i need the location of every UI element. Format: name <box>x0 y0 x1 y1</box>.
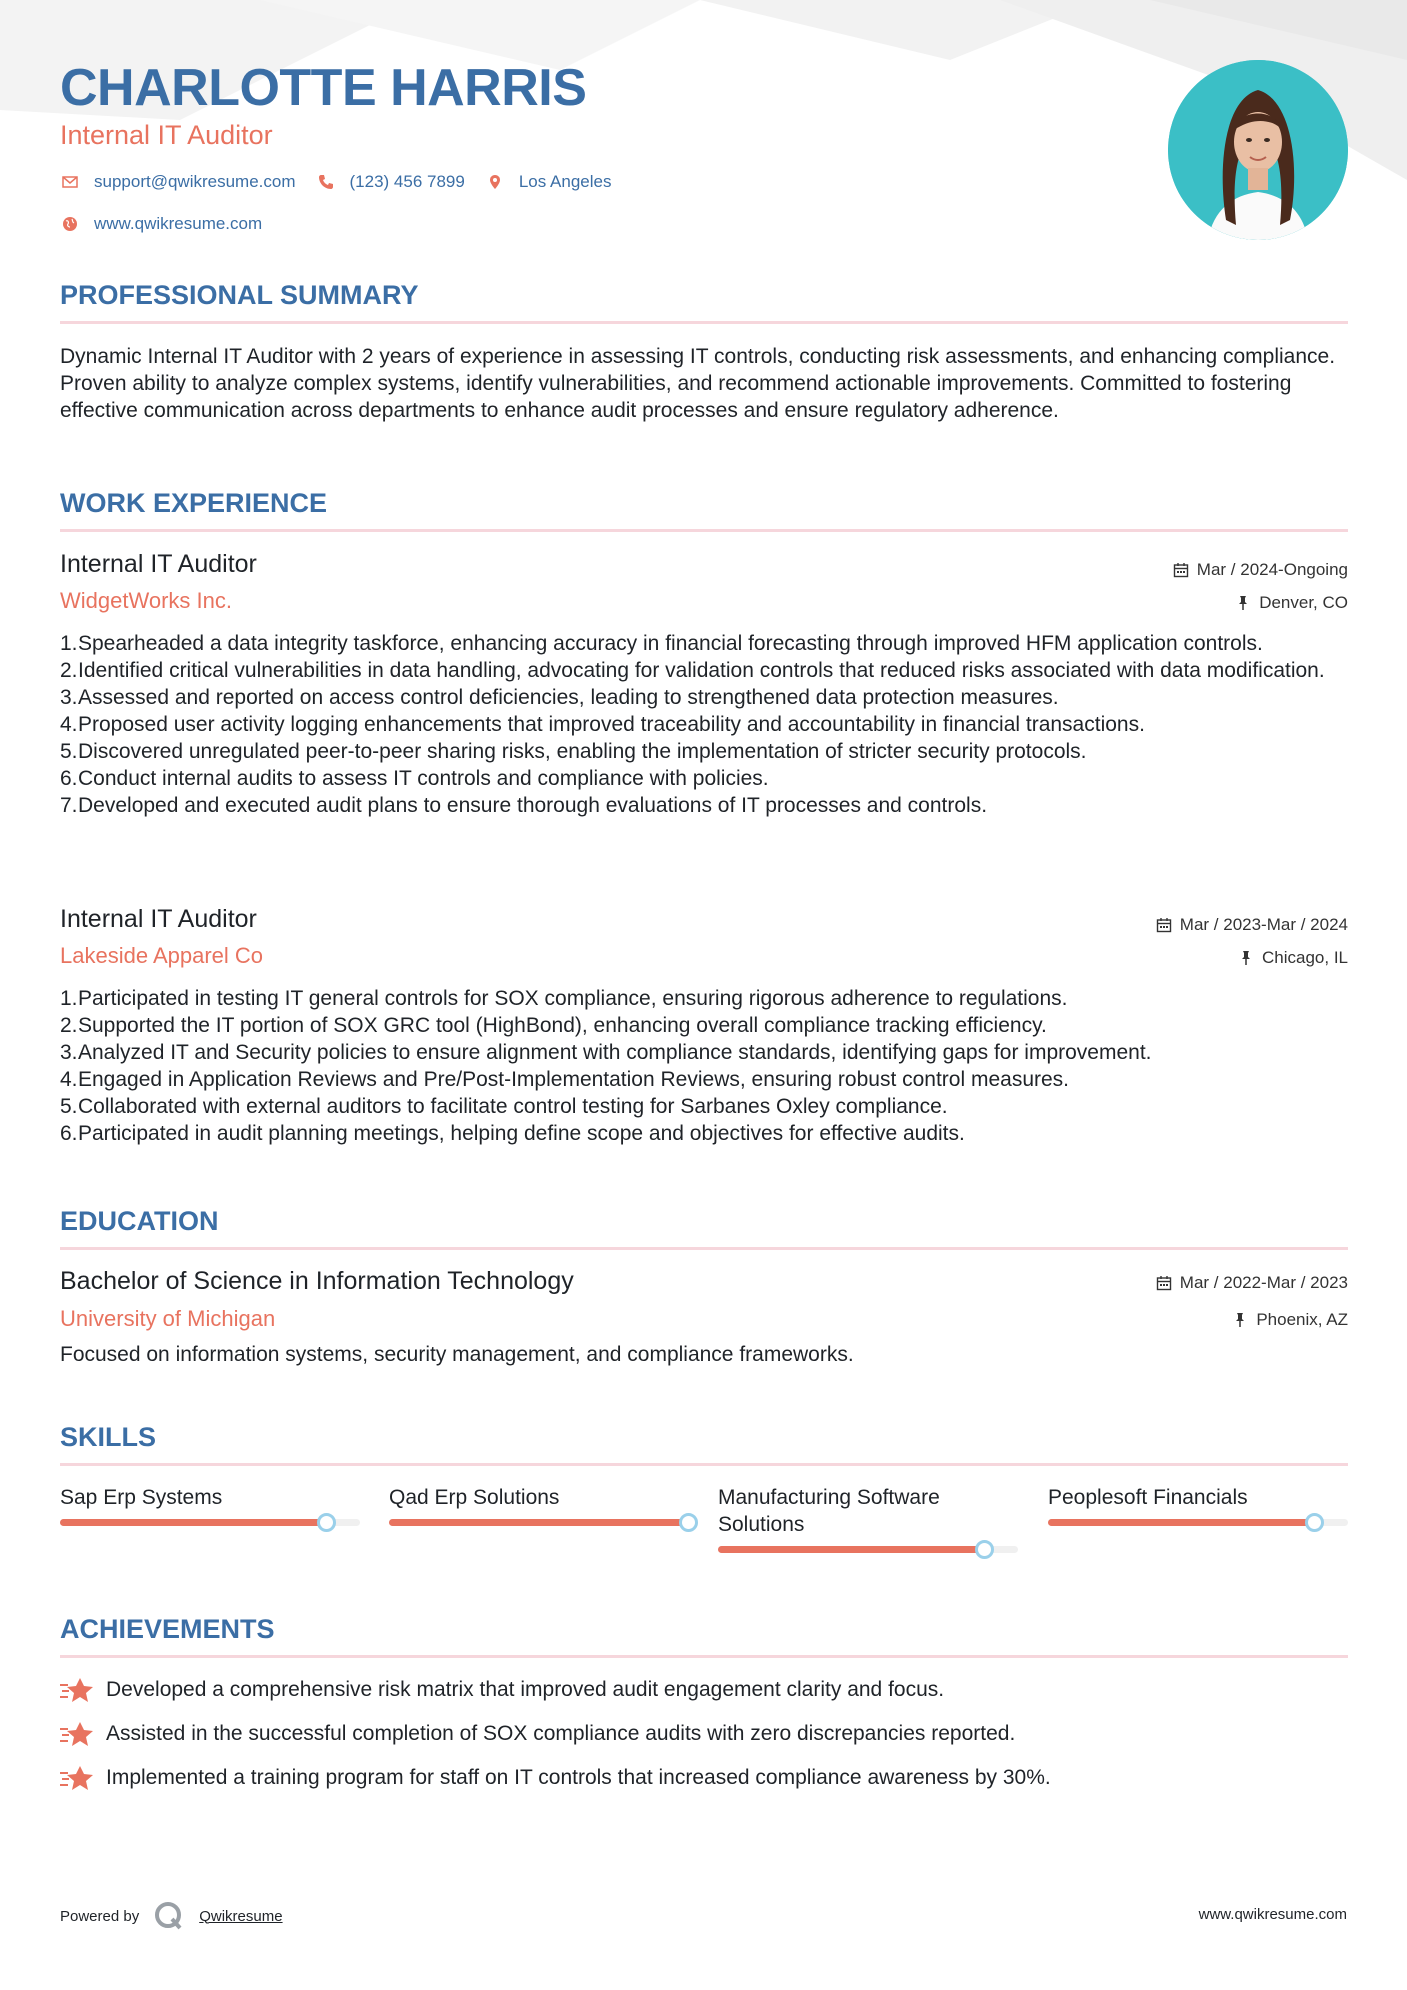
achievements-heading: ACHIEVEMENTS <box>60 1614 275 1644</box>
skill-item <box>718 1484 1018 1553</box>
achievement-text: Assisted in the successful completion of SOX compliance audits with zero discrepancies reported. <box>106 1722 1016 1745</box>
skill-bar <box>60 1519 360 1526</box>
skill-label: Peoplesoft Financials <box>1048 1486 1248 1509</box>
skill-bar-fill <box>718 1546 985 1553</box>
skill-item <box>1048 1484 1348 1526</box>
education-degree: Bachelor of Science in Information Technology <box>60 1267 574 1295</box>
list-item: 3. Assessed and reported on access control deficiencies, leading to strengthened data protection measures. <box>60 686 1059 709</box>
list-item: 5. Discovered unregulated peer-to-peer sharing risks, enabling the implementation of stricter security protocols. <box>60 740 1087 763</box>
contact-email[interactable] <box>60 172 296 192</box>
phone-text: (123) 456 7899 <box>349 172 465 191</box>
star-icon <box>60 1720 94 1748</box>
calendar-icon <box>1156 1275 1172 1291</box>
skill-bar-fill <box>60 1519 327 1526</box>
qwikresume-logo-icon <box>153 1900 185 1932</box>
list-item: 1. Participated in testing IT general controls for SOX compliance, ensuring rigorous adherence to regulations. <box>60 987 1068 1010</box>
contact-location <box>485 172 612 192</box>
skill-bar-fill <box>389 1519 689 1526</box>
skill-item <box>389 1484 689 1526</box>
achievement-item <box>60 1676 944 1704</box>
achievement-text: Developed a comprehensive risk matrix that improved audit engagement clarity and focus. <box>106 1678 945 1701</box>
list-item: 2. Supported the IT portion of SOX GRC tool (HighBond), enhancing overall compliance tracking efficiency. <box>60 1014 1047 1037</box>
map-pin-icon <box>485 172 505 192</box>
envelope-icon <box>60 172 80 192</box>
calendar-icon <box>1173 562 1189 578</box>
job-2-dates <box>1156 915 1348 935</box>
skill-label: Sap Erp Systems <box>60 1486 223 1509</box>
brand-link[interactable]: Qwikresume <box>199 1907 283 1925</box>
job-1-location <box>1235 593 1348 613</box>
skill-bar-fill <box>1048 1519 1315 1526</box>
pushpin-icon <box>1238 950 1254 966</box>
skills-heading: SKILLS <box>60 1422 157 1452</box>
achievement-text: Implemented a training program for staff on IT controls that increased compliance awareness by 30%. <box>106 1766 1051 1789</box>
list-item: 7. Developed and executed audit plans to ensure thorough evaluations of IT processes and controls. <box>60 794 988 817</box>
list-item: 6. Conduct internal audits to assess IT controls and compliance with policies. <box>60 767 769 790</box>
globe-icon <box>60 214 80 234</box>
summary-divider <box>60 321 1348 324</box>
footer-url[interactable]: www.qwikresume.com <box>1198 1906 1347 1923</box>
job-1-bullets <box>60 630 1348 819</box>
skills-divider <box>60 1463 1348 1466</box>
education-dates <box>1156 1273 1348 1293</box>
job-1-location-text: Denver, CO <box>1259 593 1348 612</box>
list-item: 1. Spearheaded a data integrity taskforce, enhancing accuracy in financial forecasting through improved HFM application controls. <box>60 632 1263 655</box>
education-divider <box>60 1247 1348 1250</box>
job-2-dates-text: Mar / 2023-Mar / 2024 <box>1179 915 1348 934</box>
experience-heading: WORK EXPERIENCE <box>60 488 328 518</box>
skill-bar-knob <box>975 1540 994 1559</box>
contact-website[interactable] <box>60 214 262 234</box>
phone-icon <box>316 172 336 192</box>
list-item: 2. Identified critical vulnerabilities in data handling, advocating for validation controls that reduced risks associated with data modification. <box>60 659 1325 682</box>
job-1-dates-text: Mar / 2024-Ongoing <box>1196 560 1348 579</box>
summary-heading: PROFESSIONAL SUMMARY <box>60 280 419 310</box>
skill-label: Manufacturing Software Solutions <box>718 1486 940 1536</box>
experience-divider <box>60 529 1348 532</box>
education-heading: EDUCATION <box>60 1206 219 1236</box>
achievement-item <box>60 1720 1015 1748</box>
job-1-dates <box>1173 560 1348 580</box>
email-text: support@qwikresume.com <box>94 172 296 191</box>
list-item: 5. Collaborated with external auditors to facilitate control testing for Sarbanes Oxley compliance. <box>60 1095 948 1118</box>
skill-bar <box>718 1546 1018 1553</box>
job-2-location <box>1238 948 1348 968</box>
website-text: www.qwikresume.com <box>94 214 263 233</box>
list-item: 6. Participated in audit planning meetings, helping define scope and objectives for effective audits. <box>60 1122 965 1145</box>
education-location <box>1232 1310 1348 1330</box>
skill-bar <box>1048 1519 1348 1526</box>
candidate-role: Internal IT Auditor <box>60 120 273 150</box>
calendar-icon <box>1156 917 1172 933</box>
education-location-text: Phoenix, AZ <box>1256 1310 1348 1329</box>
contact-phone[interactable] <box>316 172 465 192</box>
achievement-item <box>60 1764 1051 1792</box>
skill-label: Qad Erp Solutions <box>389 1486 560 1509</box>
skill-bar-knob <box>317 1513 336 1532</box>
skill-bar <box>389 1519 689 1526</box>
powered-by-label: Powered by <box>60 1907 140 1925</box>
education-description: Focused on information systems, security management, and compliance frameworks. <box>60 1343 854 1366</box>
job-2-title: Internal IT Auditor <box>60 905 257 933</box>
education-school: University of Michigan <box>60 1306 276 1331</box>
candidate-name: CHARLOTTE HARRIS <box>60 59 587 117</box>
achievements-divider <box>60 1655 1348 1658</box>
contact-row-2 <box>60 214 282 234</box>
job-2-bullets <box>60 985 1348 1147</box>
list-item: 4. Engaged in Application Reviews and Pre/Post-Implementation Reviews, ensuring robust control measures. <box>60 1068 1070 1091</box>
education-dates-text: Mar / 2022-Mar / 2023 <box>1179 1273 1348 1292</box>
list-item: 3. Analyzed IT and Security policies to ensure alignment with compliance standards, identifying gaps for improvement. <box>60 1041 1152 1064</box>
footer-powered-by <box>60 1900 283 1932</box>
summary-text: Dynamic Internal IT Auditor with 2 years of experience in assessing IT controls, conducting risk assessments, and enhancing compliance. Proven ability to analyze complex systems, identify vulnerabilities, and recommend actionable improvements. Committed to fostering effective communication across departments to enhance audit processes and ensure regulatory adherence. <box>60 345 1336 422</box>
pushpin-icon <box>1235 595 1251 611</box>
skill-bar-knob <box>679 1513 698 1532</box>
pushpin-icon <box>1232 1312 1248 1328</box>
job-1-title: Internal IT Auditor <box>60 550 257 578</box>
job-2-location-text: Chicago, IL <box>1262 948 1348 967</box>
skill-item <box>60 1484 360 1526</box>
contact-row-1 <box>60 172 631 192</box>
location-text: Los Angeles <box>518 172 612 191</box>
job-1-company: WidgetWorks Inc. <box>60 588 232 613</box>
profile-photo <box>1168 60 1348 240</box>
star-icon <box>60 1676 94 1704</box>
skill-bar-knob <box>1305 1513 1324 1532</box>
list-item: 4. Proposed user activity logging enhancements that improved traceability and accountability in financial transactions. <box>60 713 1145 736</box>
job-2-company: Lakeside Apparel Co <box>60 943 264 968</box>
star-icon <box>60 1764 94 1792</box>
